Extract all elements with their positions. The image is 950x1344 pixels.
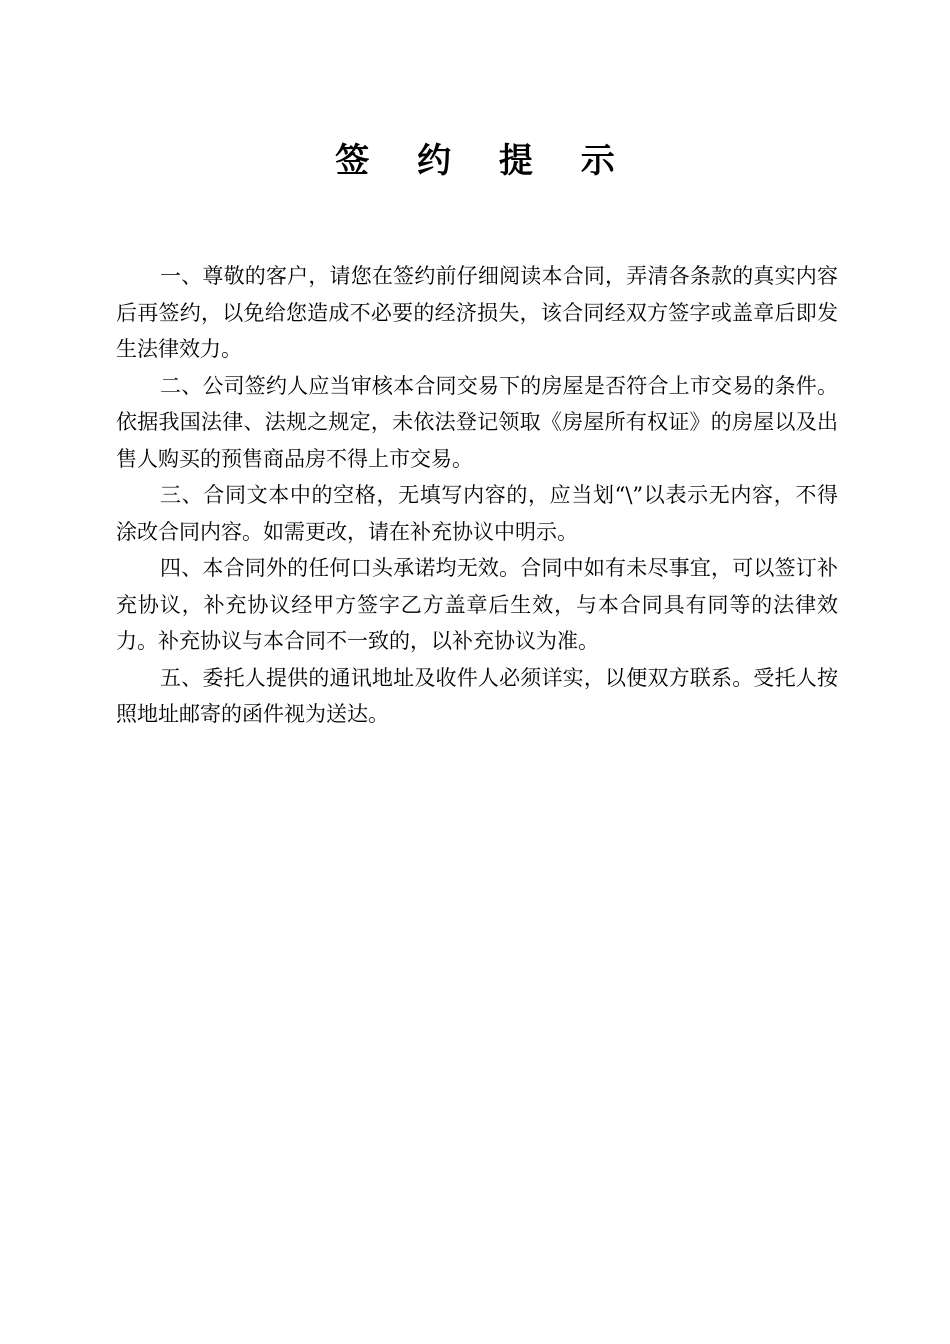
notice-body [116,258,838,733]
notice-paragraph-2: 二、公司签约人应当审核本合同交易下的房屋是否符合上市交易的条件。依据我国法律、法规之规定，未依法登记领取《房屋所有权证》的房屋以及出售人购买的预售商品房不得上市交易。 [116,373,838,471]
notice-paragraph-3: 三、合同文本中的空格，无填写内容的，应当划“\”以表示无内容，不得涂改合同内容。如需更改，请在补充协议中明示。 [116,483,838,544]
notice-paragraph-1: 一、尊敬的客户，请您在签约前仔细阅读本合同，弄清各条款的真实内容后再签约，以免给您造成不必要的经济损失，该合同经双方签字或盖章后即发生法律效力。 [116,264,838,361]
page-title: 签 约 提 示 [335,140,633,181]
notice-paragraph-5: 五、委托人提供的通讯地址及收件人必须详实，以便双方联系。受托人按照地址邮寄的函件视为送达。 [116,665,838,726]
notice-paragraph-4: 四、本合同外的任何口头承诺均无效。合同中如有未尽事宜，可以签订补充协议，补充协议经甲方签字乙方盖章后生效，与本合同具有同等的法律效力。补充协议与本合同不一致的，以补充协议为准。 [116,556,838,653]
